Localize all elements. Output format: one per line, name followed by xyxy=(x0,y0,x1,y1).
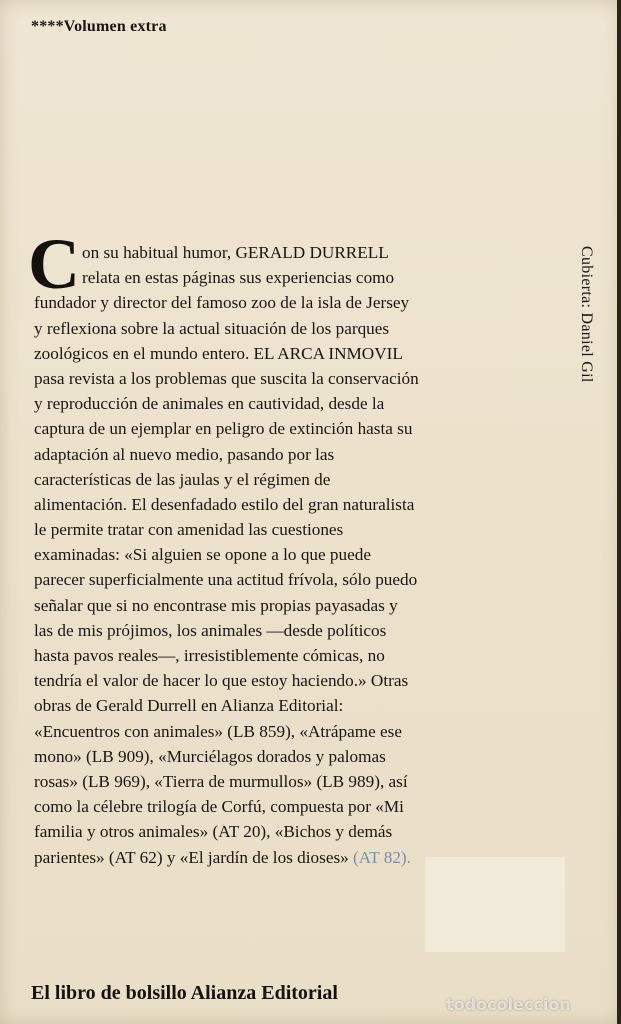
blurb-line: hasta pavos reales—, irresistiblemente cómicas, no xyxy=(34,646,385,666)
publisher-line: El libro de bolsillo Alianza Editorial xyxy=(31,982,338,1004)
drop-cap: C xyxy=(28,224,80,304)
series-label: ****Volumen extra xyxy=(31,18,167,35)
blurb-line: obras de Gerald Durrell en Alianza Editorial: xyxy=(34,696,344,716)
blurb-line: le permite tratar con amenidad las cuestiones xyxy=(34,520,344,540)
blurb-line: examinadas: «Si alguien se opone a lo que puede xyxy=(34,545,371,565)
cover-blurb xyxy=(28,224,514,870)
blurb-line: adaptación al nuevo medio, pasando por las xyxy=(34,444,335,464)
blurb-line: alimentación. El desenfadado estilo del gran naturalista xyxy=(34,494,415,514)
page-edge xyxy=(617,0,621,1024)
blurb-line: señalar que si no encontrase mis propias payasadas y xyxy=(34,595,398,615)
blurb-line: on su habitual humor, GERALD DURRELL xyxy=(82,243,389,262)
blurb-line: «Encuentros con animales» (LB 859), «Atrápame ese xyxy=(34,721,402,741)
blurb-line: captura de un ejemplar en peligro de extinción hasta su xyxy=(34,419,413,439)
blurb-line: mono» (LB 909), «Murciélagos dorados y palomas xyxy=(34,746,386,766)
cover-credit: Cubierta: Daniel Gil xyxy=(578,246,595,383)
blurb-line: familia y otros animales» (AT 20), «Bichos y demás xyxy=(34,822,393,842)
blurb-line: zoológicos en el mundo entero. EL ARCA INMOVIL xyxy=(34,343,403,363)
blurb-line: las de mis prójimos, los animales —desde políticos xyxy=(34,620,387,640)
blurb-line: y reflexiona sobre la actual situación de los parques xyxy=(34,318,390,338)
blurb-line: rosas» (LB 969), «Tierra de murmullos» (LB 989), así xyxy=(34,771,408,791)
blurb-line: pasa revista a los problemas que suscita la conservación xyxy=(34,368,419,388)
blurb-line: parecer superficialmente una actitud frívola, sólo puedo xyxy=(34,570,418,590)
blurb-line: como la célebre trilogía de Corfú, compuesta por «Mi xyxy=(34,797,404,817)
sticker-residue xyxy=(425,857,565,952)
blurb-line: y reproducción de animales en cautividad, desde la xyxy=(34,394,385,414)
blurb-line: características de las jaulas y el régimen de xyxy=(34,469,331,489)
blurb-line: fundador y director del famoso zoo de la isla de Jersey xyxy=(34,293,410,313)
catalog-reference: (AT 82). xyxy=(353,847,411,867)
blurb-line: parientes» (AT 62) y «El jardín de los dioses» xyxy=(34,847,349,867)
watermark: todocoleccion xyxy=(446,995,571,1014)
blurb-line: relata en estas páginas sus experiencias como xyxy=(82,268,395,288)
blurb-line: tendría el valor de hacer lo que estoy haciendo.» Otras xyxy=(34,671,409,691)
